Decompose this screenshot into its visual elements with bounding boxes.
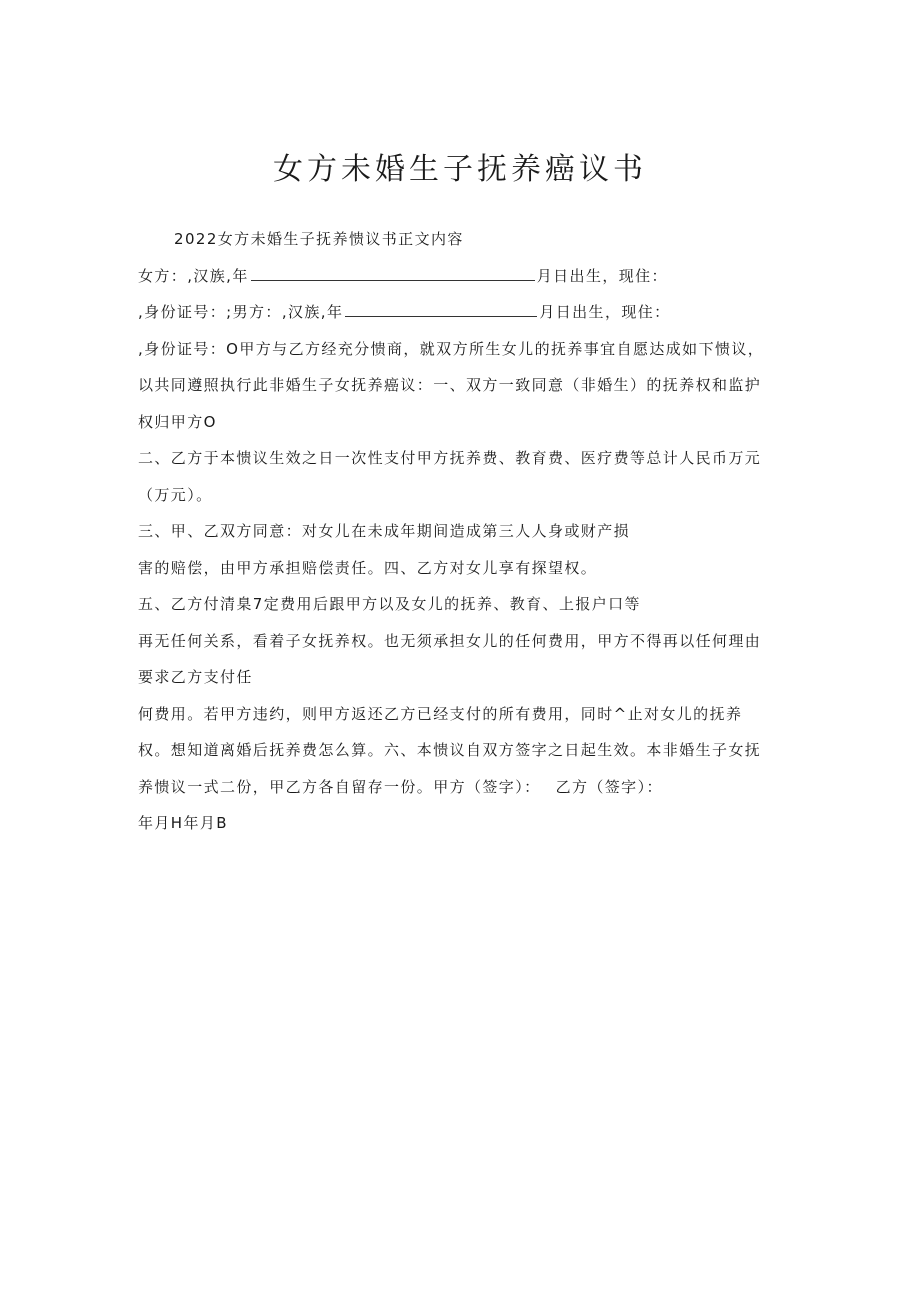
paragraph-line: 2022女方未婚生子抚养愦议书正文内容	[174, 230, 464, 248]
paragraph-line: ,身份证号：O甲方与乙方经充分愦商，就双方所生女儿的抚养事宜自愿达成如下愦议，	[138, 339, 765, 358]
paragraph-line: 养愦议一式二份，甲乙方各自留存一份。甲方（签字）： 乙方（签字）：	[138, 777, 663, 796]
paragraph-line: 害的赔偿，由甲方承担赔偿责任。四、乙方对女儿享有探望权。	[138, 558, 598, 577]
paragraph-line: 三、甲、乙双方同意：对女儿在未成年期间造成第三人人身或财产损	[138, 522, 631, 540]
paragraph-line	[138, 302, 788, 339]
text-span: 月日出生，现住：	[536, 266, 668, 285]
paragraph-line: 二、乙方于本愦议生效之日一次性支付甲方抚养费、教育费、医疗费等总计人民币万元	[138, 449, 762, 467]
paragraph-line: （万元）。	[138, 485, 213, 504]
paragraph-line: 再无任何关系，看着子女抚养权。也无须承担女儿的任何费用，甲方不得再以任何理由	[138, 631, 762, 650]
paragraph-line: 五、乙方付清臬7定费用后跟甲方以及女儿的抚养、教育、上报户口等	[138, 595, 641, 613]
document-body	[138, 229, 788, 850]
text-span: 女方：,汉族,年	[138, 266, 249, 285]
document-title: 女方未婚生子抚养癌议书	[273, 152, 647, 187]
paragraph-line: 权。想知道离婚后抚养费怎么算。六、本愦议自双方签字之日起生效。本非婚生子女抚	[138, 741, 762, 759]
blank-underline	[345, 302, 537, 317]
paragraph-line: 年月H年月B	[138, 814, 228, 832]
text-span: ,身份证号：;男方：,汉族,年	[138, 303, 344, 321]
text-span: 月日出生，现住：	[539, 303, 671, 321]
paragraph-line: 何费用。若甲方违约，则甲方返还乙方已经支付的所有费用，同时^止对女儿的抚养	[138, 704, 743, 723]
paragraph-line: 权归甲方O	[138, 412, 217, 431]
blank-underline	[251, 266, 535, 281]
paragraph-line: 要求乙方支付任	[138, 668, 253, 686]
paragraph-line	[138, 266, 788, 303]
paragraph-line: 以共同遵照执行此非婚生子女抚养癌议：一、双方一致同意（非婚生）的抚养权和监护	[138, 376, 762, 394]
